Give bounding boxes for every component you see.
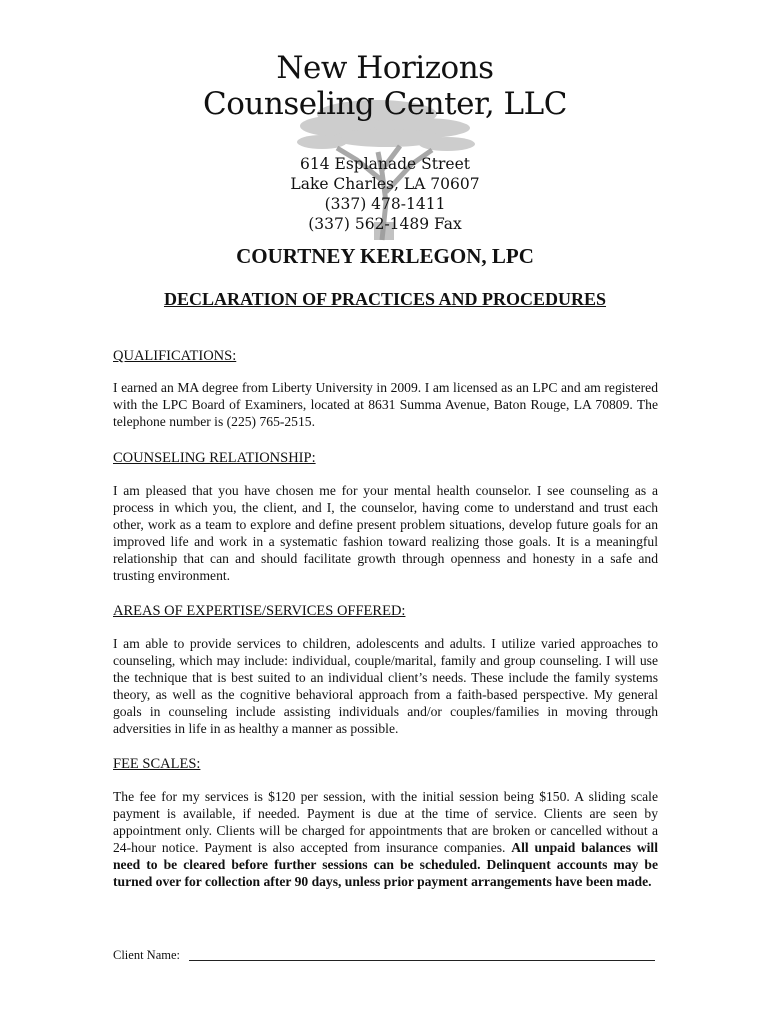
- street-address: 614 Esplanade Street: [300, 155, 470, 173]
- relationship-text: I am pleased that you have chosen me for your mental health counselor. I see counseling as a process in which you, the client, and I, the counselor, having come to understand and trust each other, work as a team to explore and define present problem situations, develop future goals for an improved life and work in a systematic fashion toward realizing those goals. It is a meaningful relationship that can and should facilitate growth through openness and honesty in a safe and trusting environment.: [113, 483, 658, 583]
- relationship-heading: COUNSELING RELATIONSHIP:: [113, 450, 316, 466]
- city-state-zip: Lake Charles, LA 70607: [290, 175, 480, 193]
- client-name-label: Client Name:: [113, 948, 180, 962]
- fax-number: (337) 562-1489 Fax: [308, 215, 462, 233]
- fees-text: [113, 788, 658, 890]
- org-name-line1: New Horizons: [276, 50, 494, 86]
- qualifications-text: I earned an MA degree from Liberty University in 2009. I am licensed as an LPC and am registered with the LPC Board of Examiners, located at 8631 Summa Avenue, Baton Rouge, LA 70809. The telephone number is (225) 765-2515.: [113, 380, 658, 429]
- fees-text-bold: All unpaid balances will need to be cleared before further sessions can be scheduled. Delinquent accounts may be turned over for collection after 90 days, unless prior payment arrangements have been made.: [113, 840, 658, 889]
- org-name-line2: Counseling Center, LLC: [203, 86, 567, 122]
- fees-heading: FEE SCALES:: [113, 756, 201, 772]
- fees-text-regular: The fee for my services is $120 per session, with the initial session being $150. A sliding scale payment is available, if needed. Payment is due at the time of service. Clients are seen by appointment only. Clients will be charged for appointments that are broken or cancelled without a 24-hour notice. Payment is also accepted from insurance companies.: [113, 789, 658, 855]
- counselor-name: COURTNEY KERLEGON, LPC: [236, 244, 534, 268]
- phone-number: (337) 478-1411: [324, 195, 446, 213]
- qualifications-heading: QUALIFICATIONS:: [113, 348, 237, 364]
- document-title: DECLARATION OF PRACTICES AND PROCEDURES: [163, 289, 607, 309]
- client-name-field[interactable]: [189, 960, 655, 961]
- expertise-text: I am able to provide services to children, adolescents and adults. I utilize varied approaches to counseling, which may include: individual, couple/marital, family and group counseling. I will use the technique that is best suited to an individual client’s needs. These include the family systems theory, as well as the cognitive behavioral approach from a faith-based perspective. My general goals in counseling include assisting individuals and/or couples/families in moving through adversities in life in as healthy a manner as possible.: [113, 636, 658, 736]
- expertise-heading: AREAS OF EXPERTISE/SERVICES OFFERED:: [113, 603, 406, 619]
